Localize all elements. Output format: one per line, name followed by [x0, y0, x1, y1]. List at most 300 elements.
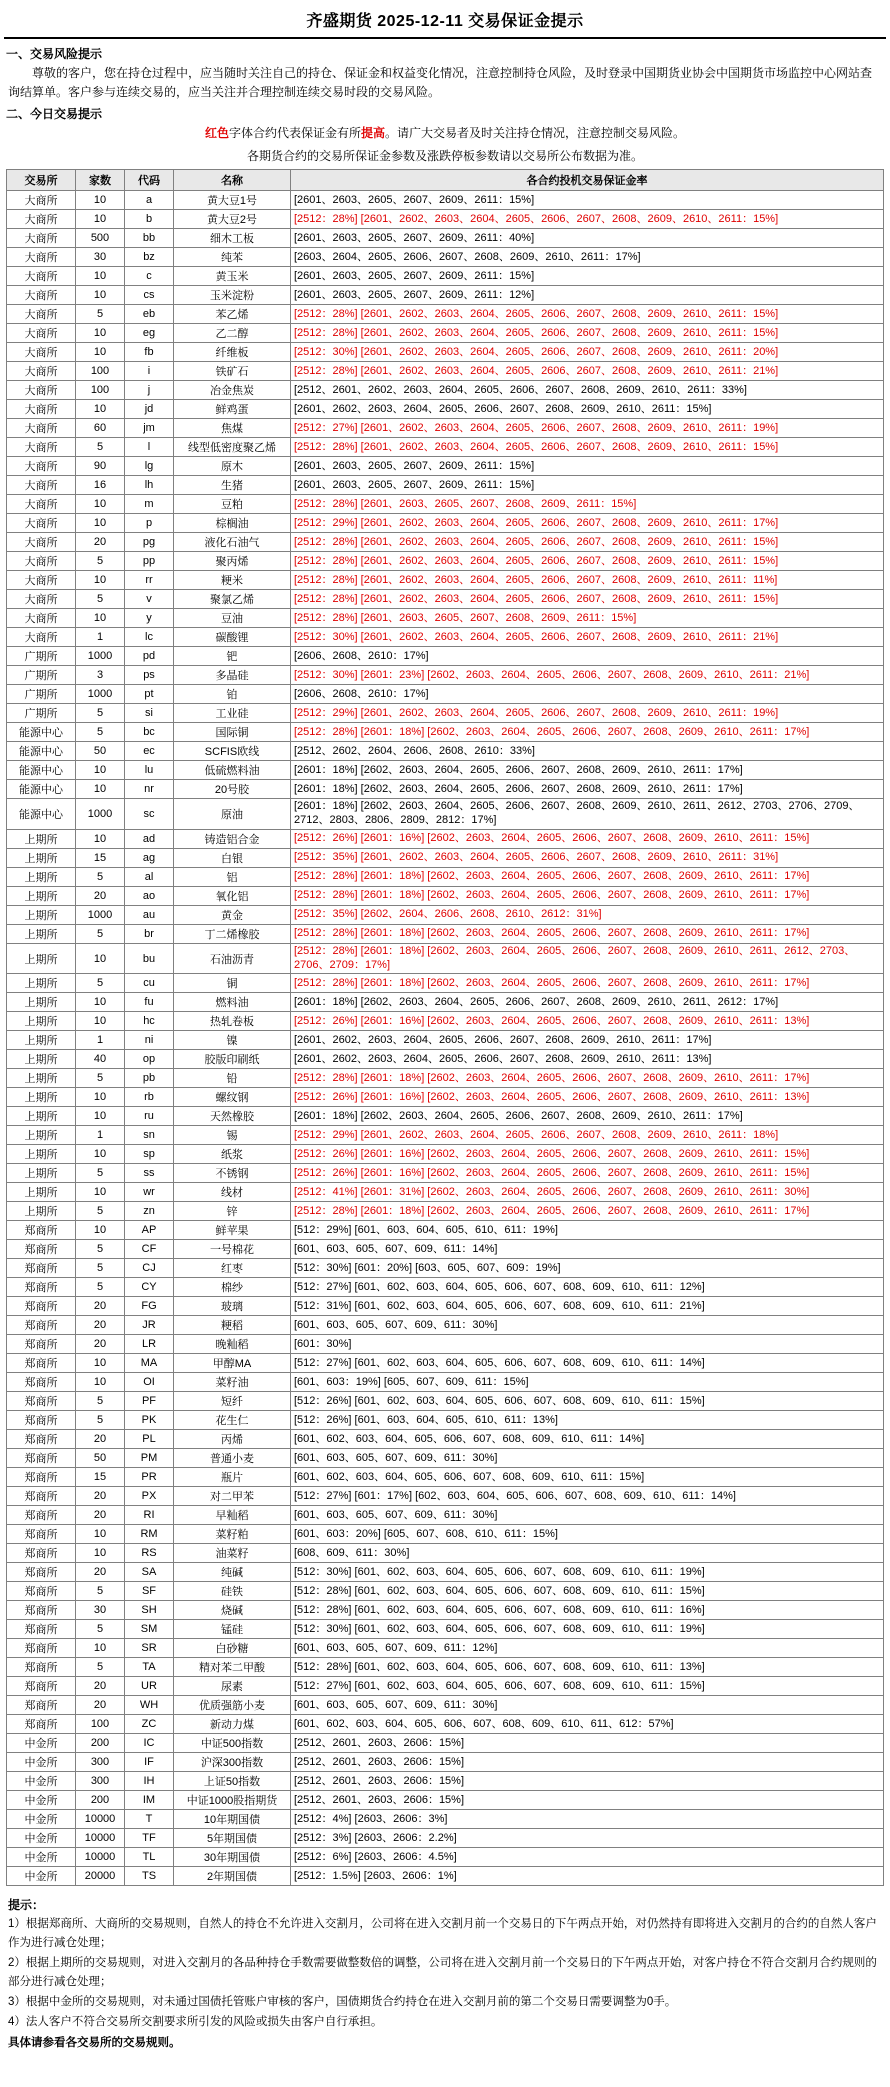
cell-name: 焦煤: [174, 419, 291, 438]
cell-name: 不锈钢: [174, 1164, 291, 1183]
cell-lotsize: 1: [76, 1126, 125, 1145]
cell-code: pb: [125, 1069, 174, 1088]
cell-code: ag: [125, 848, 174, 867]
cell-code: LR: [125, 1335, 174, 1354]
cell-code: op: [125, 1050, 174, 1069]
note-item: 3）根据中金所的交易规则，对未通过国债托管账户审核的客户，国债期货合约持仓在进入交割月前的第二个交易日需要调整为0手。: [8, 1995, 677, 2008]
cell-name: 白砂糖: [174, 1639, 291, 1658]
cell-exchange: 中金所: [7, 1829, 76, 1848]
cell-lotsize: 20: [76, 1430, 125, 1449]
cell-lotsize: 10000: [76, 1829, 125, 1848]
table-row: [7, 1449, 884, 1468]
cell-exchange: 上期所: [7, 848, 76, 867]
note-item: 4）法人客户不符合交易所交割要求所引发的风险或损失由客户自行承担。: [8, 2016, 383, 2029]
cell-rate: [512：30%] [601、602、603、604、605、606、607、608、609、610、611：19%]: [291, 1563, 884, 1582]
cell-exchange: 广期所: [7, 685, 76, 704]
cell-name: 白银: [174, 848, 291, 867]
cell-lotsize: 100: [76, 362, 125, 381]
cell-rate: [512：27%] [601：17%] [602、603、604、605、606、607、608、609、610、611：14%]: [291, 1487, 884, 1506]
table-row: [7, 267, 884, 286]
cell-lotsize: 90: [76, 457, 125, 476]
page-title: 齐盛期货 2025-12-11 交易保证金提示: [306, 13, 584, 30]
table-row: [7, 1259, 884, 1278]
cell-exchange: 郑商所: [7, 1240, 76, 1259]
table-row: [7, 993, 884, 1012]
table-header-row: [7, 170, 884, 191]
cell-name: 原油: [174, 799, 291, 830]
cell-rate: [2512：28%] [2601：18%] [2602、2603、2604、2605、2606、2607、2608、2609、2610、2611：17%]: [291, 723, 884, 742]
cell-name: 纯碱: [174, 1563, 291, 1582]
table-row: [7, 1810, 884, 1829]
cell-lotsize: 200: [76, 1791, 125, 1810]
cell-exchange: 大商所: [7, 210, 76, 229]
cell-exchange: 中金所: [7, 1734, 76, 1753]
table-row: [7, 495, 884, 514]
cell-exchange: 大商所: [7, 419, 76, 438]
table-row: [7, 1221, 884, 1240]
cell-lotsize: 10: [76, 267, 125, 286]
cell-code: v: [125, 590, 174, 609]
cell-code: sp: [125, 1145, 174, 1164]
table-row: [7, 1601, 884, 1620]
cell-name: 5年期国债: [174, 1829, 291, 1848]
table-row: [7, 742, 884, 761]
cell-name: 中证1000股指期货: [174, 1791, 291, 1810]
notes-list: [0, 1915, 890, 2052]
cell-code: bc: [125, 723, 174, 742]
cell-code: PM: [125, 1449, 174, 1468]
cell-name: 丙烯: [174, 1430, 291, 1449]
cell-name: 花生仁: [174, 1411, 291, 1430]
cell-code: pt: [125, 685, 174, 704]
cell-lotsize: 5: [76, 552, 125, 571]
cell-lotsize: 10000: [76, 1810, 125, 1829]
cell-code: ru: [125, 1107, 174, 1126]
cell-lotsize: 5: [76, 723, 125, 742]
cell-rate: [2606、2608、2610：17%]: [291, 685, 884, 704]
cell-code: IM: [125, 1791, 174, 1810]
table-row: [7, 723, 884, 742]
cell-code: l: [125, 438, 174, 457]
cell-exchange: 上期所: [7, 867, 76, 886]
cell-rate: [2512：28%] [2601、2602、2603、2604、2605、2606、2607、2608、2609、2610、2611：15%]: [291, 305, 884, 324]
table-row: [7, 829, 884, 848]
cell-name: 锌: [174, 1202, 291, 1221]
cell-name: 锰硅: [174, 1620, 291, 1639]
cell-name: 聚氯乙烯: [174, 590, 291, 609]
notice-line-2: 各期货合约的交易所保证金参数及涨跌停板参数请以交易所公布数据为准。: [246, 148, 643, 163]
table-row: [7, 191, 884, 210]
table-row: [7, 1202, 884, 1221]
cell-lotsize: 10: [76, 1107, 125, 1126]
cell-name: 天然橡胶: [174, 1107, 291, 1126]
cell-name: 热轧卷板: [174, 1012, 291, 1031]
cell-lotsize: 10: [76, 993, 125, 1012]
table-row: [7, 305, 884, 324]
cell-code: IH: [125, 1772, 174, 1791]
cell-rate: [601、603、605、607、609、611：30%]: [291, 1696, 884, 1715]
cell-code: ZC: [125, 1715, 174, 1734]
cell-exchange: 郑商所: [7, 1696, 76, 1715]
cell-exchange: 郑商所: [7, 1259, 76, 1278]
cell-code: au: [125, 905, 174, 924]
cell-rate: [2512：26%] [2601：16%] [2602、2603、2604、2605、2606、2607、2608、2609、2610、2611：15%]: [291, 829, 884, 848]
title-divider: [4, 37, 886, 39]
cell-name: 瓶片: [174, 1468, 291, 1487]
cell-rate: [2601、2603、2605、2607、2609、2611：15%]: [291, 267, 884, 286]
cell-name: 短纤: [174, 1392, 291, 1411]
table-row: [7, 1544, 884, 1563]
cell-lotsize: 15: [76, 848, 125, 867]
table-row: [7, 1335, 884, 1354]
cell-code: zn: [125, 1202, 174, 1221]
cell-rate: [2606、2608、2610：17%]: [291, 647, 884, 666]
cell-name: 镍: [174, 1031, 291, 1050]
cell-code: TF: [125, 1829, 174, 1848]
table-row: [7, 1753, 884, 1772]
cell-name: 多晶硅: [174, 666, 291, 685]
cell-exchange: 中金所: [7, 1848, 76, 1867]
cell-rate: [2512：30%] [2601、2602、2603、2604、2605、2606、2607、2608、2609、2610、2611：20%]: [291, 343, 884, 362]
cell-name: 普通小麦: [174, 1449, 291, 1468]
cell-lotsize: 10: [76, 943, 125, 974]
cell-name: 石油沥青: [174, 943, 291, 974]
cell-name: 上证50指数: [174, 1772, 291, 1791]
cell-lotsize: 5: [76, 1658, 125, 1677]
cell-exchange: 上期所: [7, 1012, 76, 1031]
cell-lotsize: 1000: [76, 647, 125, 666]
cell-lotsize: 5: [76, 1411, 125, 1430]
cell-exchange: 中金所: [7, 1810, 76, 1829]
cell-code: FG: [125, 1297, 174, 1316]
cell-exchange: 中金所: [7, 1753, 76, 1772]
cell-lotsize: 20: [76, 1563, 125, 1582]
cell-name: 甲醇MA: [174, 1354, 291, 1373]
table-row: [7, 1525, 884, 1544]
cell-lotsize: 200: [76, 1734, 125, 1753]
cell-exchange: 郑商所: [7, 1544, 76, 1563]
cell-exchange: 上期所: [7, 905, 76, 924]
cell-lotsize: 10: [76, 1354, 125, 1373]
cell-lotsize: 5: [76, 1620, 125, 1639]
cell-code: si: [125, 704, 174, 723]
table-row: [7, 1373, 884, 1392]
cell-code: cs: [125, 286, 174, 305]
cell-exchange: 大商所: [7, 571, 76, 590]
cell-exchange: 上期所: [7, 924, 76, 943]
cell-code: i: [125, 362, 174, 381]
cell-rate: [2512：28%] [2601、2603、2605、2607、2608、2609、2611：15%]: [291, 609, 884, 628]
cell-lotsize: 10: [76, 514, 125, 533]
cell-exchange: 大商所: [7, 457, 76, 476]
table-row: [7, 1696, 884, 1715]
cell-exchange: 大商所: [7, 305, 76, 324]
cell-code: ad: [125, 829, 174, 848]
table-row: [7, 761, 884, 780]
cell-name: 碳酸锂: [174, 628, 291, 647]
cell-name: 30年期国债: [174, 1848, 291, 1867]
table-row: [7, 400, 884, 419]
cell-name: 铝: [174, 867, 291, 886]
cell-name: 尿素: [174, 1677, 291, 1696]
cell-exchange: 郑商所: [7, 1563, 76, 1582]
cell-rate: [601、603：19%] [605、607、609、611：15%]: [291, 1373, 884, 1392]
cell-name: 新动力煤: [174, 1715, 291, 1734]
cell-code: c: [125, 267, 174, 286]
cell-rate: [2512、2601、2603、2606：15%]: [291, 1734, 884, 1753]
cell-rate: [2512：28%] [2601、2602、2603、2604、2605、2606、2607、2608、2609、2610、2611：15%]: [291, 438, 884, 457]
cell-exchange: 上期所: [7, 886, 76, 905]
cell-rate: [2512、2601、2602、2603、2604、2605、2606、2607、2608、2609、2610、2611：33%]: [291, 381, 884, 400]
notice-line-1: [8, 124, 882, 143]
cell-exchange: 上期所: [7, 1107, 76, 1126]
cell-code: PL: [125, 1430, 174, 1449]
cell-rate: [2512：26%] [2601：16%] [2602、2603、2604、2605、2606、2607、2608、2609、2610、2611：13%]: [291, 1088, 884, 1107]
cell-code: wr: [125, 1183, 174, 1202]
cell-lotsize: 10: [76, 495, 125, 514]
cell-name: 铜: [174, 974, 291, 993]
table-row: [7, 1468, 884, 1487]
table-row: [7, 1506, 884, 1525]
cell-code: eb: [125, 305, 174, 324]
cell-rate: [512：26%] [601、603、604、605、610、611：13%]: [291, 1411, 884, 1430]
cell-exchange: 郑商所: [7, 1392, 76, 1411]
cell-exchange: 郑商所: [7, 1601, 76, 1620]
cell-name: 鲜苹果: [174, 1221, 291, 1240]
cell-lotsize: 10: [76, 1373, 125, 1392]
cell-exchange: 郑商所: [7, 1278, 76, 1297]
cell-lotsize: 5: [76, 974, 125, 993]
cell-exchange: 大商所: [7, 590, 76, 609]
cell-rate: [2512、2602、2604、2606、2608、2610：33%]: [291, 742, 884, 761]
cell-code: fb: [125, 343, 174, 362]
cell-name: 国际铜: [174, 723, 291, 742]
cell-name: 乙二醇: [174, 324, 291, 343]
cell-exchange: 郑商所: [7, 1335, 76, 1354]
cell-code: bu: [125, 943, 174, 974]
table-row: [7, 1031, 884, 1050]
cell-name: 铸造铝合金: [174, 829, 291, 848]
cell-exchange: 郑商所: [7, 1316, 76, 1335]
cell-exchange: 上期所: [7, 1164, 76, 1183]
cell-code: pp: [125, 552, 174, 571]
cell-rate: [601、603、605、607、609、611：14%]: [291, 1240, 884, 1259]
cell-rate: [2512：28%] [2601、2602、2603、2604、2605、2606、2607、2608、2609、2610、2611：15%]: [291, 552, 884, 571]
cell-rate: [2601、2603、2605、2607、2609、2611：15%]: [291, 476, 884, 495]
table-row: [7, 647, 884, 666]
cell-exchange: 郑商所: [7, 1677, 76, 1696]
cell-lotsize: 10: [76, 1012, 125, 1031]
cell-exchange: 郑商所: [7, 1430, 76, 1449]
cell-name: 低硫燃料油: [174, 761, 291, 780]
notice-text-2: 。请广大交易者及时关注持仓情况，注意控制交易风险。: [385, 126, 686, 141]
cell-lotsize: 5: [76, 1582, 125, 1601]
cell-lotsize: 100: [76, 381, 125, 400]
cell-lotsize: 20: [76, 1677, 125, 1696]
cell-lotsize: 10: [76, 343, 125, 362]
cell-code: sn: [125, 1126, 174, 1145]
table-row: [7, 514, 884, 533]
cell-exchange: 郑商所: [7, 1506, 76, 1525]
cell-name: 粳稻: [174, 1316, 291, 1335]
cell-code: ec: [125, 742, 174, 761]
table-row: [7, 286, 884, 305]
section-1-heading: [6, 45, 884, 62]
cell-lotsize: 50: [76, 1449, 125, 1468]
cell-exchange: 上期所: [7, 1126, 76, 1145]
cell-code: RI: [125, 1506, 174, 1525]
cell-rate: [601、603、605、607、609、611：30%]: [291, 1449, 884, 1468]
cell-code: TL: [125, 1848, 174, 1867]
notice-red-word-2: 提高: [361, 126, 386, 141]
cell-rate: [2512：35%] [2601、2602、2603、2604、2605、2606、2607、2608、2609、2610、2611：31%]: [291, 848, 884, 867]
cell-rate: [2512：4%] [2603、2606：3%]: [291, 1810, 884, 1829]
cell-name: 冶金焦炭: [174, 381, 291, 400]
cell-code: hc: [125, 1012, 174, 1031]
cell-name: 粳米: [174, 571, 291, 590]
cell-lotsize: 20: [76, 886, 125, 905]
table-row: [7, 419, 884, 438]
cell-code: JR: [125, 1316, 174, 1335]
cell-code: m: [125, 495, 174, 514]
table-row: [7, 1183, 884, 1202]
cell-name: 线型低密度聚乙烯: [174, 438, 291, 457]
cell-rate: [2512：1.5%] [2603、2606：1%]: [291, 1867, 884, 1886]
cell-lotsize: 3: [76, 666, 125, 685]
cell-exchange: 郑商所: [7, 1411, 76, 1430]
cell-code: nr: [125, 780, 174, 799]
cell-exchange: 中金所: [7, 1867, 76, 1886]
cell-lotsize: 20: [76, 1506, 125, 1525]
cell-name: 20号胶: [174, 780, 291, 799]
cell-code: ao: [125, 886, 174, 905]
cell-code: CY: [125, 1278, 174, 1297]
cell-rate: [2601：18%] [2602、2603、2604、2605、2606、2607、2608、2609、2610、2611：17%]: [291, 780, 884, 799]
cell-lotsize: 10: [76, 191, 125, 210]
margin-rate-table: [6, 169, 884, 1886]
cell-lotsize: 10: [76, 571, 125, 590]
cell-exchange: 大商所: [7, 495, 76, 514]
cell-name: 丁二烯橡胶: [174, 924, 291, 943]
cell-name: 线材: [174, 1183, 291, 1202]
notice-red-word: 红色: [204, 126, 229, 141]
cell-code: rr: [125, 571, 174, 590]
cell-code: WH: [125, 1696, 174, 1715]
cell-exchange: 广期所: [7, 666, 76, 685]
cell-name: 硅铁: [174, 1582, 291, 1601]
cell-rate: [2512：28%] [2601、2602、2603、2604、2605、2606、2607、2608、2609、2610、2611：15%]: [291, 590, 884, 609]
cell-rate: [601、602、603、604、605、606、607、608、609、610、611：15%]: [291, 1468, 884, 1487]
cell-rate: [2512：28%] [2601、2602、2603、2604、2605、2606、2607、2608、2609、2610、2611：21%]: [291, 362, 884, 381]
cell-rate: [2601、2603、2605、2607、2609、2611：40%]: [291, 229, 884, 248]
cell-code: jd: [125, 400, 174, 419]
table-body: [7, 191, 884, 1886]
cell-lotsize: 10: [76, 1145, 125, 1164]
cell-name: 液化石油气: [174, 533, 291, 552]
table-row: [7, 780, 884, 799]
cell-exchange: 郑商所: [7, 1468, 76, 1487]
cell-rate: [2512：28%] [2601：18%] [2602、2603、2604、2605、2606、2607、2608、2609、2610、2611、2612、2703、2706、2709：17%]: [291, 943, 884, 974]
cell-rate: [2512：28%] [2601：18%] [2602、2603、2604、2605、2606、2607、2608、2609、2610、2611：17%]: [291, 867, 884, 886]
cell-code: IC: [125, 1734, 174, 1753]
section-1-paragraph: 尊敬的客户，您在持仓过程中，应当随时关注自己的持仓、保证金和权益变化情况，注意控制持仓风险，及时登录中国期货业协会中国期货市场监控中心网站查询结算单。客户参与连续交易的，应当关注并合理控制连续交易时段的交易风险。: [8, 66, 873, 99]
cell-rate: [2512、2601、2603、2606：15%]: [291, 1772, 884, 1791]
cell-code: cu: [125, 974, 174, 993]
cell-exchange: 大商所: [7, 400, 76, 419]
cell-lotsize: 5: [76, 305, 125, 324]
cell-name: 2年期国债: [174, 1867, 291, 1886]
cell-exchange: 中金所: [7, 1772, 76, 1791]
cell-exchange: 大商所: [7, 286, 76, 305]
cell-name: 生猪: [174, 476, 291, 495]
cell-code: lu: [125, 761, 174, 780]
cell-lotsize: 5: [76, 1392, 125, 1411]
table-row: [7, 924, 884, 943]
cell-lotsize: 5: [76, 924, 125, 943]
table-row: [7, 1240, 884, 1259]
cell-exchange: 郑商所: [7, 1221, 76, 1240]
cell-exchange: 郑商所: [7, 1487, 76, 1506]
table-row: [7, 343, 884, 362]
cell-exchange: 大商所: [7, 324, 76, 343]
cell-rate: [2512：26%] [2601：16%] [2602、2603、2604、2605、2606、2607、2608、2609、2610、2611：15%]: [291, 1164, 884, 1183]
cell-code: pd: [125, 647, 174, 666]
cell-lotsize: 20: [76, 1487, 125, 1506]
cell-lotsize: 16: [76, 476, 125, 495]
table-row: [7, 1145, 884, 1164]
cell-rate: [2601、2602、2603、2604、2605、2606、2607、2608、2609、2610、2611：17%]: [291, 1031, 884, 1050]
table-row: [7, 1430, 884, 1449]
cell-rate: [2512：6%] [2603、2606：4.5%]: [291, 1848, 884, 1867]
cell-exchange: 郑商所: [7, 1715, 76, 1734]
cell-name: 豆油: [174, 609, 291, 628]
cell-rate: [2512：28%] [2601：18%] [2602、2603、2604、2605、2606、2607、2608、2609、2610、2611：17%]: [291, 924, 884, 943]
cell-exchange: 上期所: [7, 1069, 76, 1088]
cell-name: 油菜籽: [174, 1544, 291, 1563]
cell-rate: [2512：28%] [2601：18%] [2602、2603、2604、2605、2606、2607、2608、2609、2610、2611：17%]: [291, 1069, 884, 1088]
table-row: [7, 1715, 884, 1734]
table-row: [7, 867, 884, 886]
cell-code: rb: [125, 1088, 174, 1107]
cell-rate: [512：27%] [601、602、603、604、605、606、607、608、609、610、611：15%]: [291, 1677, 884, 1696]
cell-exchange: 能源中心: [7, 799, 76, 830]
section-1-label: 交易风险提示: [30, 47, 103, 61]
cell-code: IF: [125, 1753, 174, 1772]
cell-name: 聚丙烯: [174, 552, 291, 571]
cell-lotsize: 5: [76, 1164, 125, 1183]
cell-rate: [2512：28%] [2601、2602、2603、2604、2605、2606、2607、2608、2609、2610、2611：15%]: [291, 533, 884, 552]
cell-code: sc: [125, 799, 174, 830]
cell-lotsize: 30: [76, 1601, 125, 1620]
cell-rate: [2512：35%] [2602、2604、2606、2608、2610、2612：31%]: [291, 905, 884, 924]
cell-rate: [601、602、603、604、605、606、607、608、609、610、611：14%]: [291, 1430, 884, 1449]
cell-name: 菜籽粕: [174, 1525, 291, 1544]
cell-rate: [2512、2601、2603、2606：15%]: [291, 1791, 884, 1810]
cell-rate: [2512：28%] [2601、2602、2603、2604、2605、2606、2607、2608、2609、2610、2611：11%]: [291, 571, 884, 590]
cell-exchange: 郑商所: [7, 1620, 76, 1639]
cell-exchange: 上期所: [7, 1202, 76, 1221]
cell-exchange: 上期所: [7, 943, 76, 974]
cell-lotsize: 10: [76, 609, 125, 628]
cell-exchange: 广期所: [7, 647, 76, 666]
col-code: 代码: [125, 170, 174, 191]
table-row: [7, 609, 884, 628]
cell-lotsize: 300: [76, 1753, 125, 1772]
cell-exchange: 能源中心: [7, 761, 76, 780]
cell-name: 晚籼稻: [174, 1335, 291, 1354]
cell-exchange: 郑商所: [7, 1525, 76, 1544]
cell-exchange: 郑商所: [7, 1354, 76, 1373]
